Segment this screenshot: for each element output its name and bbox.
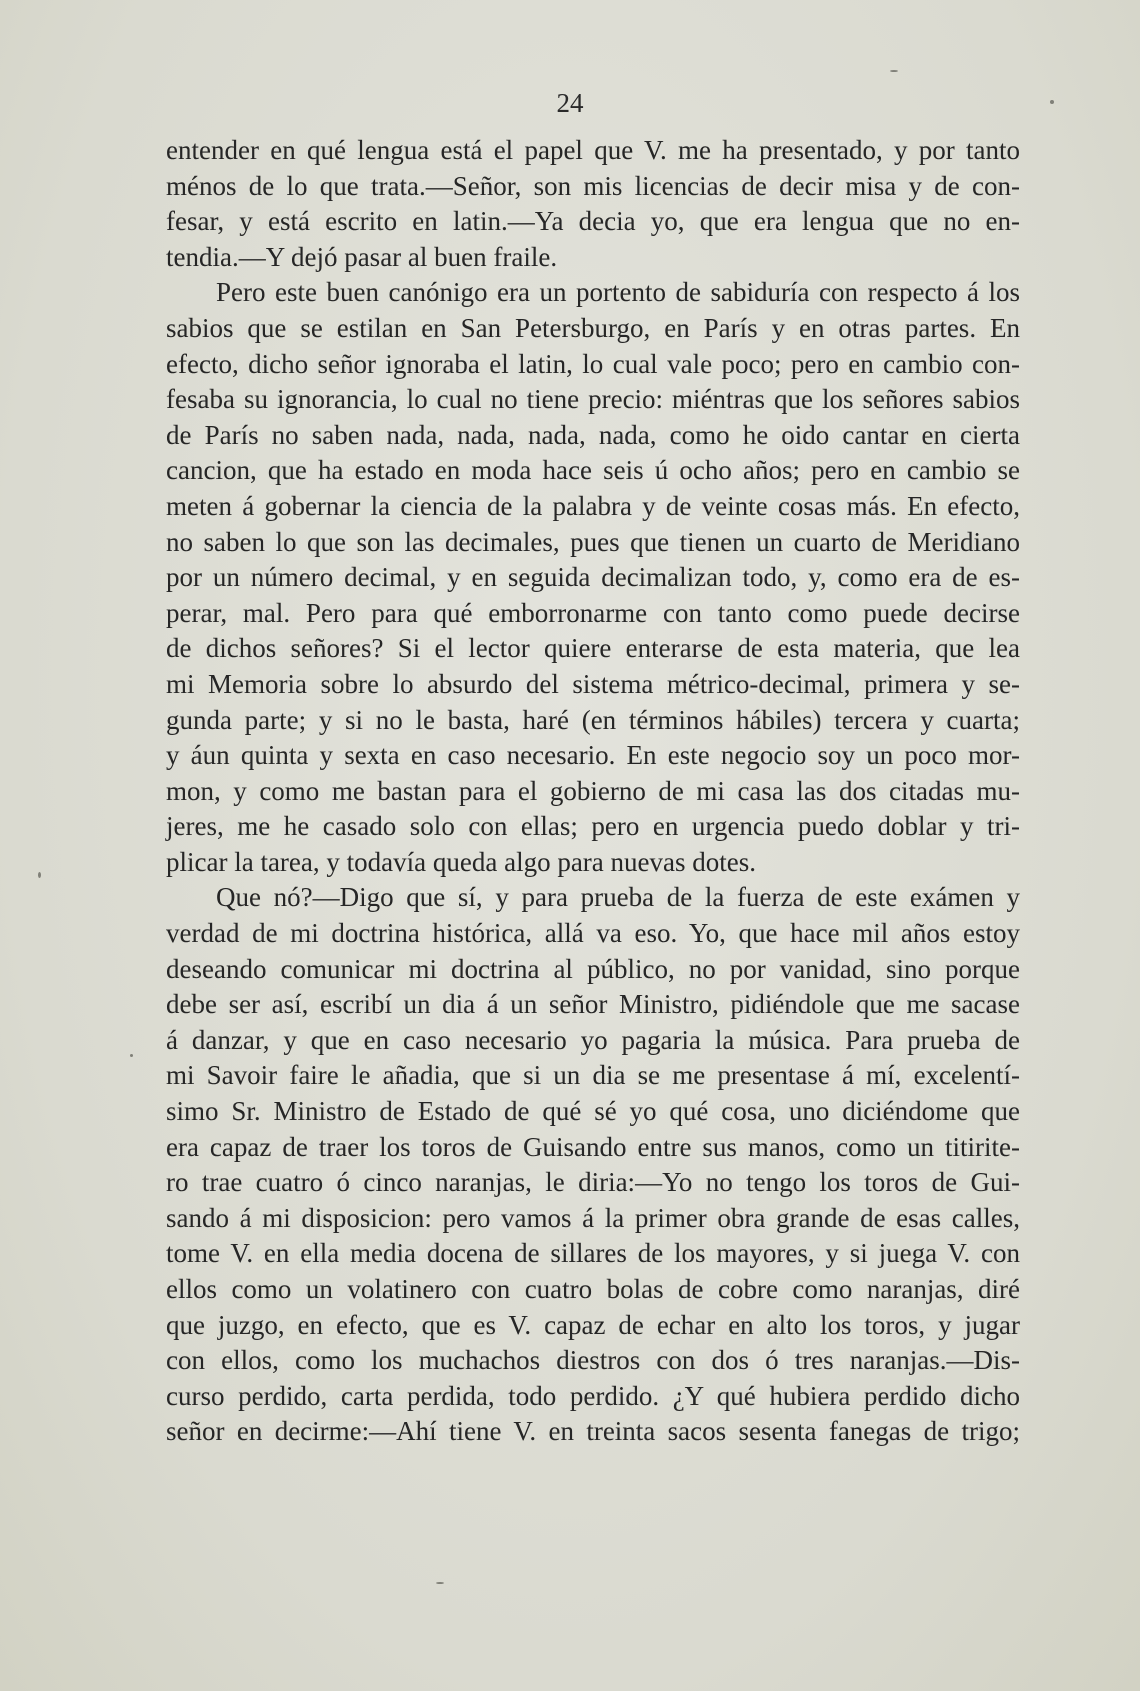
text-line: era capaz de traer los toros de Guisando entre sus manos, como un titirite- <box>166 1131 1020 1162</box>
text-line: verdad de mi doctrina histórica, allá va eso. Yo, que hace mil años estoy <box>166 918 1020 949</box>
text-line: Pero este buen canónigo era un portento de sabiduría con respecto á los <box>216 277 1020 308</box>
text-line: entender en qué lengua está el papel que V. me ha presentado, y por tanto <box>166 135 1020 165</box>
text-line: no saben lo que son las decimales, pues que tienen un cuarto de Meridiano <box>166 526 1020 557</box>
text-line: de dichos señores? Si el lector quiere enterarse de esta materia, que lea <box>166 633 1020 664</box>
paper-speck <box>890 70 898 72</box>
text-line: de París no saben nada, nada, nada, nada, como he oido cantar en cierta <box>166 419 1020 450</box>
text-line: Que nó?—Digo que sí, y para prueba de la fuerza de este exámen y <box>216 882 1020 913</box>
text-line: que juzgo, en efecto, que es V. capaz de echar en alto los toros, y jugar <box>166 1309 1020 1340</box>
text-line: mi Memoria sobre lo absurdo del sistema métrico-decimal, primera y se- <box>166 668 1020 699</box>
text-line: ro trae cuatro ó cinco naranjas, le diria:—Yo no tengo los toros de Gui- <box>166 1167 1020 1198</box>
text-line: fesar, y está escrito en latin.—Ya decia yo, que era lengua que no en- <box>166 206 1020 237</box>
page-number: 24 <box>556 88 584 118</box>
text-line: con ellos, como los muchachos diestros con dos ó tres naranjas.—Dis- <box>166 1345 1020 1376</box>
text-line: y áun quinta y sexta en caso necesario. En este negocio soy un poco mor- <box>166 740 1020 771</box>
text-line: tendia.—Y dejó pasar al buen fraile. <box>166 241 558 272</box>
text-line: gunda parte; y si no le basta, haré (en términos hábiles) tercera y cuarta; <box>166 704 1020 735</box>
text-line: ménos de lo que trata.—Señor, son mis licencias de decir misa y de con- <box>166 170 1020 201</box>
paper-speck <box>38 872 41 878</box>
paper-speck <box>1050 100 1054 104</box>
text-line: perar, mal. Pero para qué emborronarme con tanto como puede decirse <box>166 597 1020 628</box>
text-line: mon, y como me bastan para el gobierno de mi casa las dos citadas mu- <box>166 775 1020 806</box>
text-line: plicar la tarea, y todavía queda algo para nuevas dotes. <box>166 846 756 877</box>
text-line: sabios que se estilan en San Petersburgo, en París y en otras partes. En <box>166 312 1020 343</box>
text-line: sando á mi disposicion: pero vamos á la primer obra grande de esas calles, <box>166 1202 1020 1233</box>
text-line: por un número decimal, y en seguida decimalizan todo, y, como era de es- <box>166 562 1020 593</box>
paper-speck <box>436 1582 444 1584</box>
text-line: jeres, me he casado solo con ellas; pero en urgencia puedo doblar y tri- <box>166 811 1020 842</box>
paper-speck <box>130 1054 133 1057</box>
text-line: meten á gobernar la ciencia de la palabra y de veinte cosas más. En efecto, <box>166 490 1020 521</box>
text-line: cancion, que ha estado en moda hace seis ú ocho años; pero en cambio se <box>166 455 1020 486</box>
text-line: deseando comunicar mi doctrina al público, no por vanidad, sino porque <box>166 953 1020 984</box>
text-line: señor en decirme:—Ahí tiene V. en treinta sacos sesenta fanegas de trigo; <box>166 1416 1020 1447</box>
text-line: debe ser así, escribí un dia á un señor Ministro, pidiéndole que me sacase <box>166 989 1020 1020</box>
text-line: fesaba su ignorancia, lo cual no tiene precio: miéntras que los señores sabios <box>166 384 1020 415</box>
text-line: ellos como un volatinero con cuatro bolas de cobre como naranjas, diré <box>166 1274 1020 1304</box>
text-line: efecto, dicho señor ignoraba el latin, lo cual vale poco; pero en cambio con- <box>166 348 1020 379</box>
text-line: curso perdido, carta perdida, todo perdido. ¿Y qué hubiera perdido dicho <box>166 1380 1020 1411</box>
text-line: tome V. en ella media docena de sillares de los mayores, y si juega V. con <box>166 1238 1020 1269</box>
text-line: á danzar, y que en caso necesario yo pagaria la música. Para prueba de <box>166 1024 1020 1055</box>
text-line: mi Savoir faire le añadia, que si un dia se me presentase á mí, excelentí- <box>166 1060 1020 1091</box>
body-text <box>166 133 1020 1450</box>
text-line: simo Sr. Ministro de Estado de qué sé yo qué cosa, uno diciéndome que <box>166 1096 1020 1127</box>
